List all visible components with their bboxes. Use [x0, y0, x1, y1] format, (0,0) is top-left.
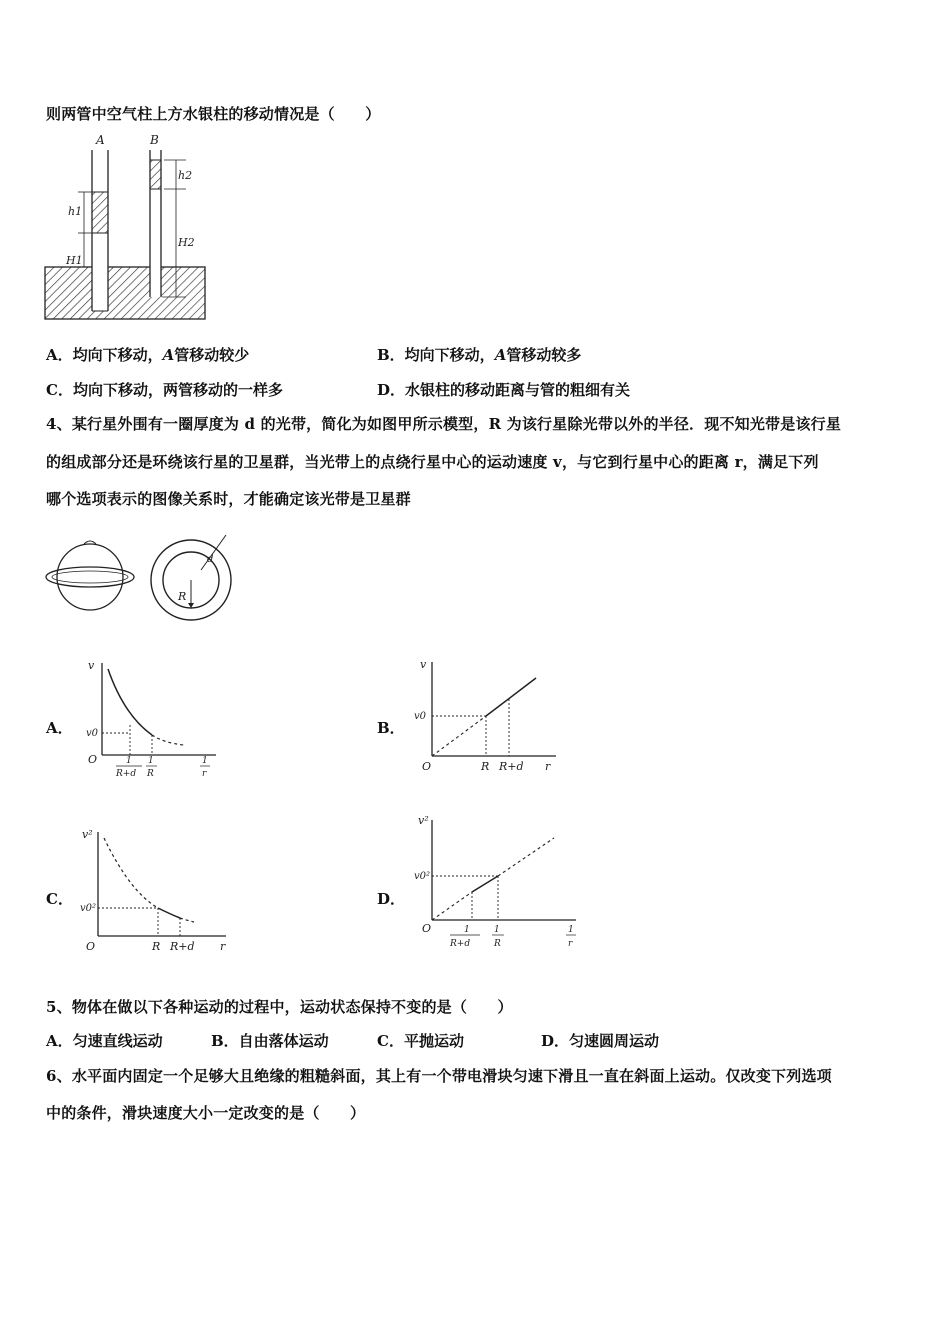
graph-a-x1-den: R+d	[116, 769, 137, 779]
graph-d-x2-num: 1	[494, 925, 500, 935]
line-b-dashed	[432, 716, 486, 756]
graph-d-x3-num: 1	[568, 925, 574, 935]
label-R: R	[178, 590, 187, 603]
graph-a-x2-num: 1	[148, 756, 154, 766]
graph-c-v0sq: v0²	[80, 903, 97, 914]
q6-stem-line1: 6、水平面内固定一个足够大且绝缘的粗糙斜面，其上有一个带电滑块匀速下滑且一直在斜面上运动。仅改变下列选项	[46, 1067, 832, 1085]
graph-c[interactable]	[80, 822, 240, 957]
mercury-trough	[45, 267, 205, 319]
graph-d-x1-den: R+d	[450, 939, 471, 949]
graph-a-v0: v0	[86, 728, 99, 739]
line-b-solid	[486, 678, 536, 716]
label-h1: h1	[68, 205, 83, 218]
graph-b-x1: R	[481, 760, 490, 773]
curve-c-solid	[158, 908, 180, 918]
line-d-dashed-lower	[432, 892, 472, 920]
graph-d-x1-num: 1	[464, 925, 470, 935]
graph-c-x3: r	[220, 940, 226, 953]
graph-a-x2-den: R	[147, 769, 154, 779]
label-b: B	[150, 133, 159, 147]
mercury-tube-diagram	[38, 130, 218, 330]
label-d: d	[207, 554, 214, 565]
q3-option-b[interactable]: B．均向下移动，A管移动较多	[377, 346, 582, 364]
label-h2: h2	[178, 169, 193, 182]
graph-d[interactable]	[414, 812, 584, 957]
mercury-column-b	[150, 160, 161, 189]
graph-a-x1-num: 1	[126, 756, 132, 766]
label-H2: H2	[178, 236, 195, 249]
graph-b[interactable]	[414, 652, 574, 782]
q4-option-c-label[interactable]: C．	[46, 890, 73, 908]
graph-d-origin: O	[422, 922, 432, 935]
graph-c-origin: O	[86, 940, 96, 953]
curve-c-dashed	[104, 838, 158, 908]
line-d-dashed-upper	[498, 838, 554, 876]
label-a: A	[96, 133, 105, 147]
graph-a-x3-num: 1	[202, 756, 208, 766]
graph-b-v0: v0	[414, 711, 427, 722]
mercury-column-a	[92, 192, 108, 233]
q6-stem-line2: 中的条件，滑块速度大小一定改变的是（ ）	[46, 1104, 366, 1122]
graph-a-x3-den: r	[202, 769, 207, 779]
line-d-solid	[472, 876, 498, 892]
q4-stem-line2: 的组成部分还是环绕该行星的卫星群，当光带上的点绕行星中心的运动速度 v，与它到行星中心的距离 r，满足下列	[46, 453, 819, 471]
graph-d-v0sq: v0²	[414, 871, 431, 882]
q3-stem-tail: 则两管中空气柱上方水银柱的移动情况是（ ）	[46, 105, 381, 123]
graph-b-x3: r	[545, 760, 551, 773]
curve-a-dashed	[152, 735, 184, 745]
label-H1: H1	[66, 254, 83, 267]
graph-b-y-label: v	[420, 658, 427, 671]
graph-a-y-label: v	[88, 659, 95, 672]
graph-b-origin: O	[422, 760, 432, 773]
graph-c-y-label: v²	[82, 828, 93, 841]
q5-option-b[interactable]: B．自由落体运动	[211, 1032, 329, 1050]
q4-option-d-label[interactable]: D．	[377, 890, 406, 908]
q3-option-a[interactable]: A．均向下移动，A管移动较少	[46, 346, 250, 364]
graph-d-y-label: v²	[418, 814, 429, 827]
q5-option-a[interactable]: A．匀速直线运动	[46, 1032, 163, 1050]
graph-b-x2: R+d	[499, 760, 524, 773]
q4-option-a-label[interactable]: A．	[46, 719, 73, 737]
q4-stem-line3: 哪个选项表示的图像关系时，才能确定该光带是卫星群	[46, 490, 411, 508]
graph-a[interactable]	[84, 655, 234, 785]
q4-stem-line1: 4、某行星外围有一圈厚度为 d 的光带，简化为如图甲所示模型，R 为该行星除光带以外的半径．现不知光带是该行星	[46, 415, 842, 433]
q5-option-d[interactable]: D．匀速圆周运动	[541, 1032, 660, 1050]
graph-c-x2: R+d	[170, 940, 195, 953]
q3-option-c[interactable]: C．均向下移动，两管移动的一样多	[46, 381, 283, 399]
q5-option-c[interactable]: C．平抛运动	[377, 1032, 464, 1050]
graph-c-x1: R	[152, 940, 161, 953]
planet-ring-figure	[44, 530, 244, 630]
q3-option-d[interactable]: D．水银柱的移动距离与管的粗细有关	[377, 381, 631, 399]
q5-stem: 5、物体在做以下各种运动的过程中，运动状态保持不变的是（ ）	[46, 998, 513, 1016]
q4-option-b-label[interactable]: B．	[377, 719, 405, 737]
graph-d-x3-den: r	[568, 939, 573, 949]
graph-a-origin: O	[88, 753, 98, 766]
graph-d-x2-den: R	[494, 939, 501, 949]
